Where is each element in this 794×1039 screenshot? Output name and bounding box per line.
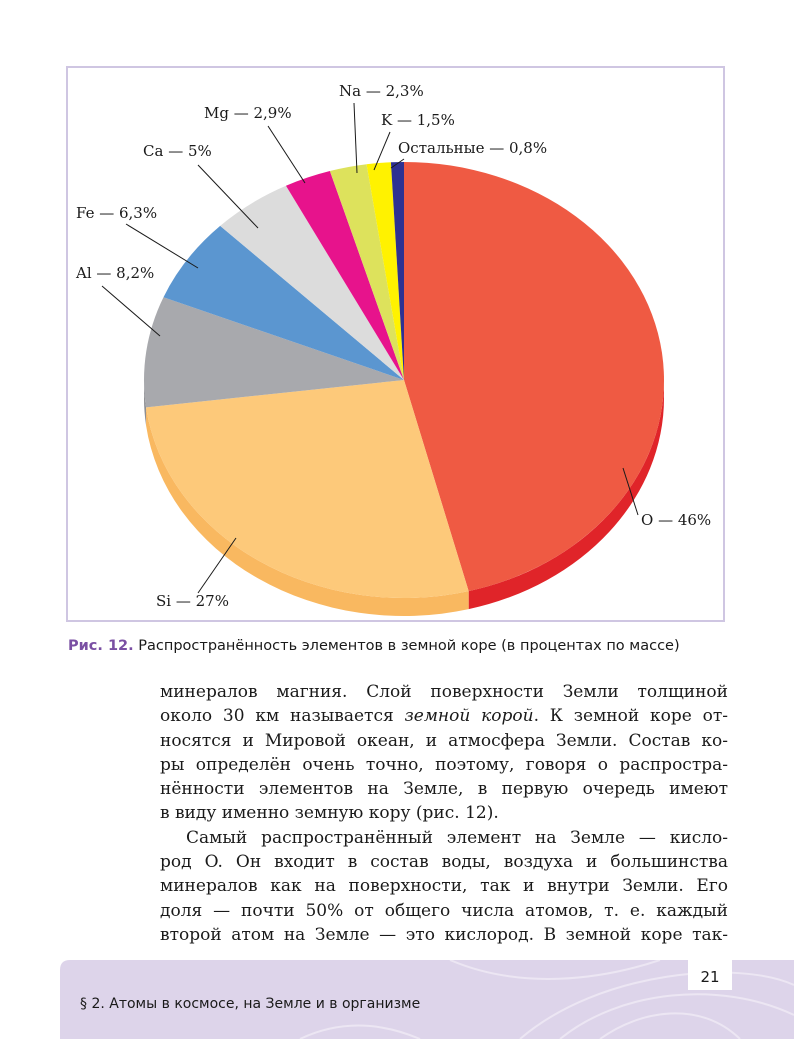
figure-frame — [66, 66, 725, 622]
text-segment: около 30 км называется — [160, 706, 405, 727]
paragraph — [160, 680, 728, 826]
slice-label-Ca: Ca — 5% — [143, 142, 212, 160]
text-line: Самый распространённый элемент на Земле — кисло- — [186, 827, 728, 848]
emphasis-term: земной корой — [404, 706, 534, 727]
figure-number: Рис. 12. — [68, 638, 134, 654]
text-segment: . К земной коре от- — [533, 706, 728, 727]
page-number: 21 — [700, 968, 720, 986]
slice-label-Si: Si — 27% — [156, 592, 229, 610]
slice-label-K: K — 1,5% — [381, 111, 455, 129]
caption-text: Распространённость элементов в земной коре (в процентах по массе) — [133, 638, 680, 654]
paragraph — [160, 826, 728, 947]
slice-label-Mg: Mg — 2,9% — [204, 104, 292, 122]
text-line: в виду именно земную кору (рис. 12). — [160, 803, 499, 824]
slice-label-Остальные: Остальные — 0,8% — [398, 139, 548, 157]
leader-line-Mg — [268, 126, 305, 183]
page-footer — [0, 960, 794, 1039]
text-line — [160, 704, 728, 728]
slice-label-Na: Na — 2,3% — [339, 82, 424, 100]
leader-line-Ca — [198, 165, 258, 228]
text-line: доля — почти 50% от общего числа атомов, т. е. каждый — [160, 900, 728, 921]
text-line: минералов как на поверхности, так и внутри Земли. Его — [160, 876, 728, 897]
section-title: § 2. Атомы в космосе, на Земле и в организме — [80, 996, 421, 1012]
text-line: носятся и Мировой океан, и атмосфера Земли. Состав ко- — [160, 730, 728, 751]
pie-top-layer — [144, 162, 664, 598]
pie-chart — [68, 68, 723, 620]
body-text — [160, 680, 728, 947]
leader-line-Fe — [126, 224, 198, 268]
text-line: минералов магния. Слой поверхности Земли толщиной — [160, 682, 728, 702]
slice-label-Al: Al — 8,2% — [76, 264, 155, 282]
leader-line-Al — [102, 286, 160, 336]
text-line: второй атом на Земле — это кислород. В земной коре так- — [160, 924, 728, 945]
text-line: нённости элементов на Земле, в первую очередь имеют — [160, 779, 728, 800]
text-line: ры определён очень точно, поэтому, говоря о распростра- — [160, 754, 728, 775]
slice-label-O: O — 46% — [641, 511, 712, 529]
slice-label-Fe: Fe — 6,3% — [76, 204, 158, 222]
leader-line-Na — [354, 103, 357, 173]
figure-caption — [68, 638, 768, 654]
text-line: род O. Он входит в состав воды, воздуха и большинства — [160, 852, 728, 873]
